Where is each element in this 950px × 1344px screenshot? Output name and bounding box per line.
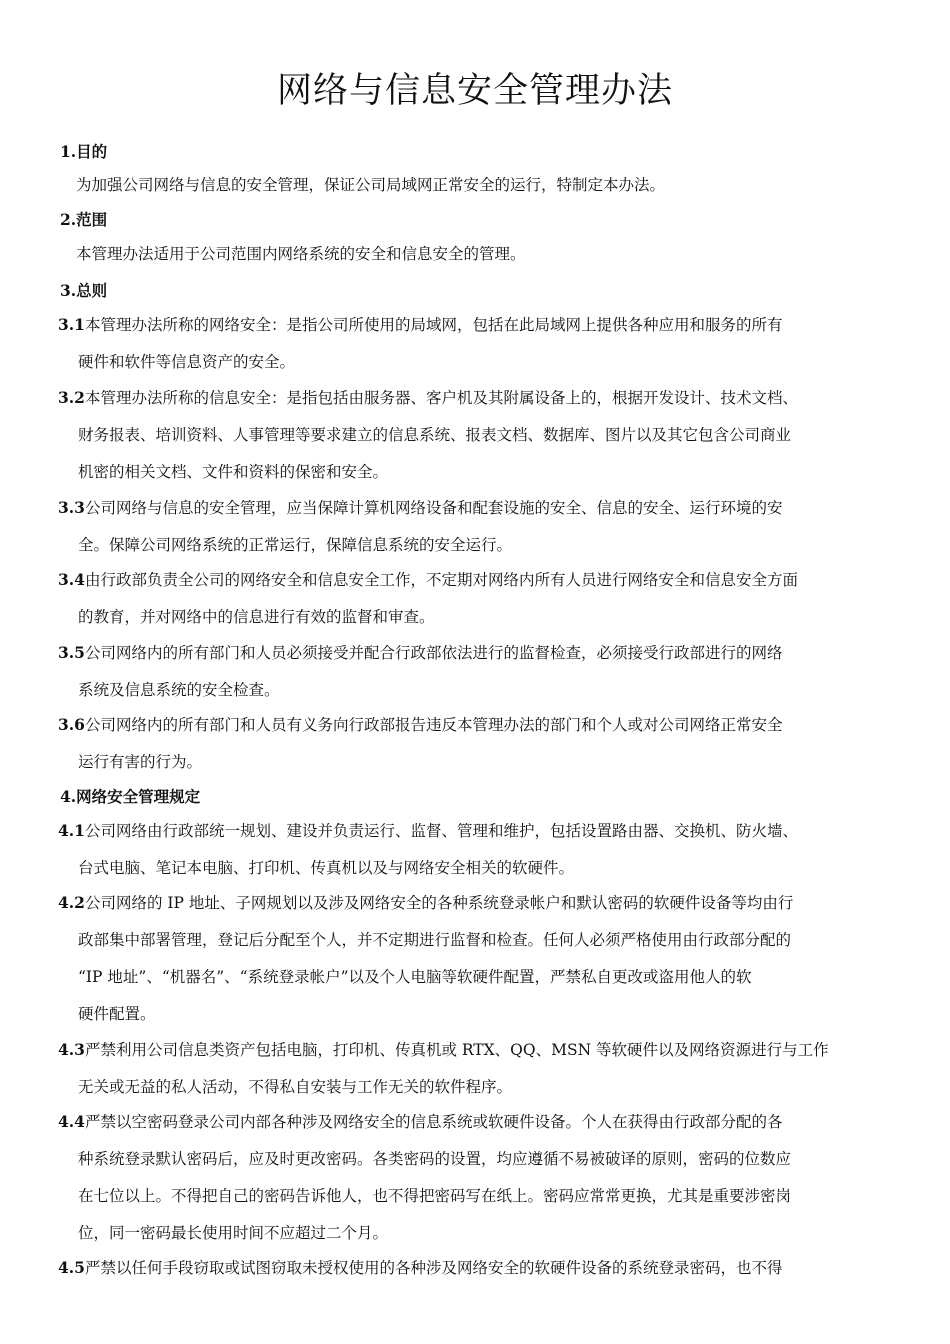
clause-4-5 [58,1257,918,1294]
clause-text: 在七位以上。不得把自己的密码告诉他人，也不得把密码写在纸上。密码应常常更换，尤其是重要涉密岗 [78,1187,792,1205]
clause-text: 严禁以空密码登录公司内部各种涉及网络安全的信息系统或软硬件设备。个人在获得由行政部分配的各 [84,1113,783,1131]
clause-text: 系统及信息系统的安全检查。 [78,681,280,699]
clause-3-3 [58,497,918,571]
clause-number: 3.4 [58,570,85,589]
clause-text: 硬件和软件等信息资产的安全。 [78,353,296,371]
clause-3-6 [58,714,918,788]
clause-text: 硬件配置。 [78,1005,156,1023]
clause-3-4 [58,569,918,643]
clause-number: 3.5 [58,643,85,662]
clause-number: 3.1 [58,315,85,334]
section-heading-network-security: 4.网络安全管理规定 [60,787,201,806]
clause-number: 3.2 [58,388,85,407]
clause-text: 台式电脑、笔记本电脑、打印机、传真机以及与网络安全相关的软硬件。 [78,859,575,877]
clause-text: 由行政部负责全公司的网络安全和信息安全工作，不定期对网络内所有人员进行网络安全和信息安全方面 [84,571,798,589]
clause-3-2 [58,387,918,498]
clause-text: 公司网络由行政部统一规划、建设并负责运行、监督、管理和维护，包括设置路由器、交换机、防火墙、 [84,822,798,840]
clause-text: 的教育，并对网络中的信息进行有效的监督和审查。 [78,608,435,626]
clause-4-1 [58,820,918,894]
clause-text: 全。保障公司网络系统的正常运行，保障信息系统的安全运行。 [78,536,513,554]
clause-text: 种系统登录默认密码后，应及时更改密码。各类密码的设置，均应遵循不易被破译的原则，密码的位数应 [78,1150,792,1168]
section-body-purpose: 为加强公司网络与信息的安全管理，保证公司局域网正常安全的运行，特制定本办法。 [76,176,666,194]
clause-3-1 [58,314,918,388]
clause-text: 财务报表、培训资料、人事管理等要求建立的信息系统、报表文档、数据库、图片以及其它包含公司商业 [78,426,792,444]
clause-4-2 [58,892,918,1040]
clause-text: 政部集中部署管理，登记后分配至个人，并不定期进行监督和检查。任何人必须严格使用由行政部分配的 [78,931,792,949]
document-title: 网络与信息安全管理办法 [276,71,673,111]
clause-text: 公司网络与信息的安全管理，应当保障计算机网络设备和配套设施的安全、信息的安全、运行环境的安 [84,499,783,517]
clause-3-5 [58,642,918,716]
clause-number: 4.3 [58,1040,85,1059]
clause-number: 3.6 [58,715,85,734]
clause-text: 严禁以任何手段窃取或试图窃取未授权使用的各种涉及网络安全的软硬件设备的系统登录密码，也不得 [84,1259,783,1277]
clause-number: 4.5 [58,1258,85,1277]
clause-text: 本管理办法所称的网络安全：是指公司所使用的局域网，包括在此局域网上提供各种应用和服务的所有 [84,316,783,334]
clause-4-4 [58,1111,918,1259]
clause-text: 公司网络内的所有部门和人员有义务向行政部报告违反本管理办法的部门和个人或对公司网络正常安全 [84,716,783,734]
clause-text: 机密的相关文档、文件和资料的保密和安全。 [78,463,389,481]
clause-text: 公司网络的 IP 地址、子网规划以及涉及网络安全的各种系统登录帐户和默认密码的软硬件设备等均由行 [84,894,794,912]
clause-text: 位，同一密码最长使用时间不应超过二个月。 [78,1224,389,1242]
clause-text: 公司网络内的所有部门和人员必须接受并配合行政部依法进行的监督检查，必须接受行政部进行的网络 [84,644,783,662]
clause-4-3 [58,1039,918,1113]
clause-text: “IP 地址”、“机器名”、“系统登录帐户”以及个人电脑等软硬件配置，严禁私自更改或盗用他人的软 [78,968,752,986]
clause-text: 严禁利用公司信息类资产包括电脑，打印机、传真机或 RTX、QQ、MSN 等软硬件以及网络资源进行与工作 [84,1041,829,1059]
clause-text: 运行有害的行为。 [78,753,203,771]
clause-number: 3.3 [58,498,85,517]
section-heading-general: 3.总则 [60,281,108,300]
section-heading-scope: 2.范围 [60,210,108,229]
clause-number: 4.4 [58,1112,85,1131]
section-heading-purpose: 1.目的 [60,142,108,161]
clause-text: 无关或无益的私人活动，不得私自安装与工作无关的软件程序。 [78,1078,513,1096]
clause-number: 4.1 [58,821,85,840]
clause-number: 4.2 [58,893,85,912]
section-body-scope: 本管理办法适用于公司范围内网络系统的安全和信息安全的管理。 [76,245,526,263]
clause-text: 本管理办法所称的信息安全：是指包括由服务器、客户机及其附属设备上的，根据开发设计、技术文档、 [84,389,798,407]
